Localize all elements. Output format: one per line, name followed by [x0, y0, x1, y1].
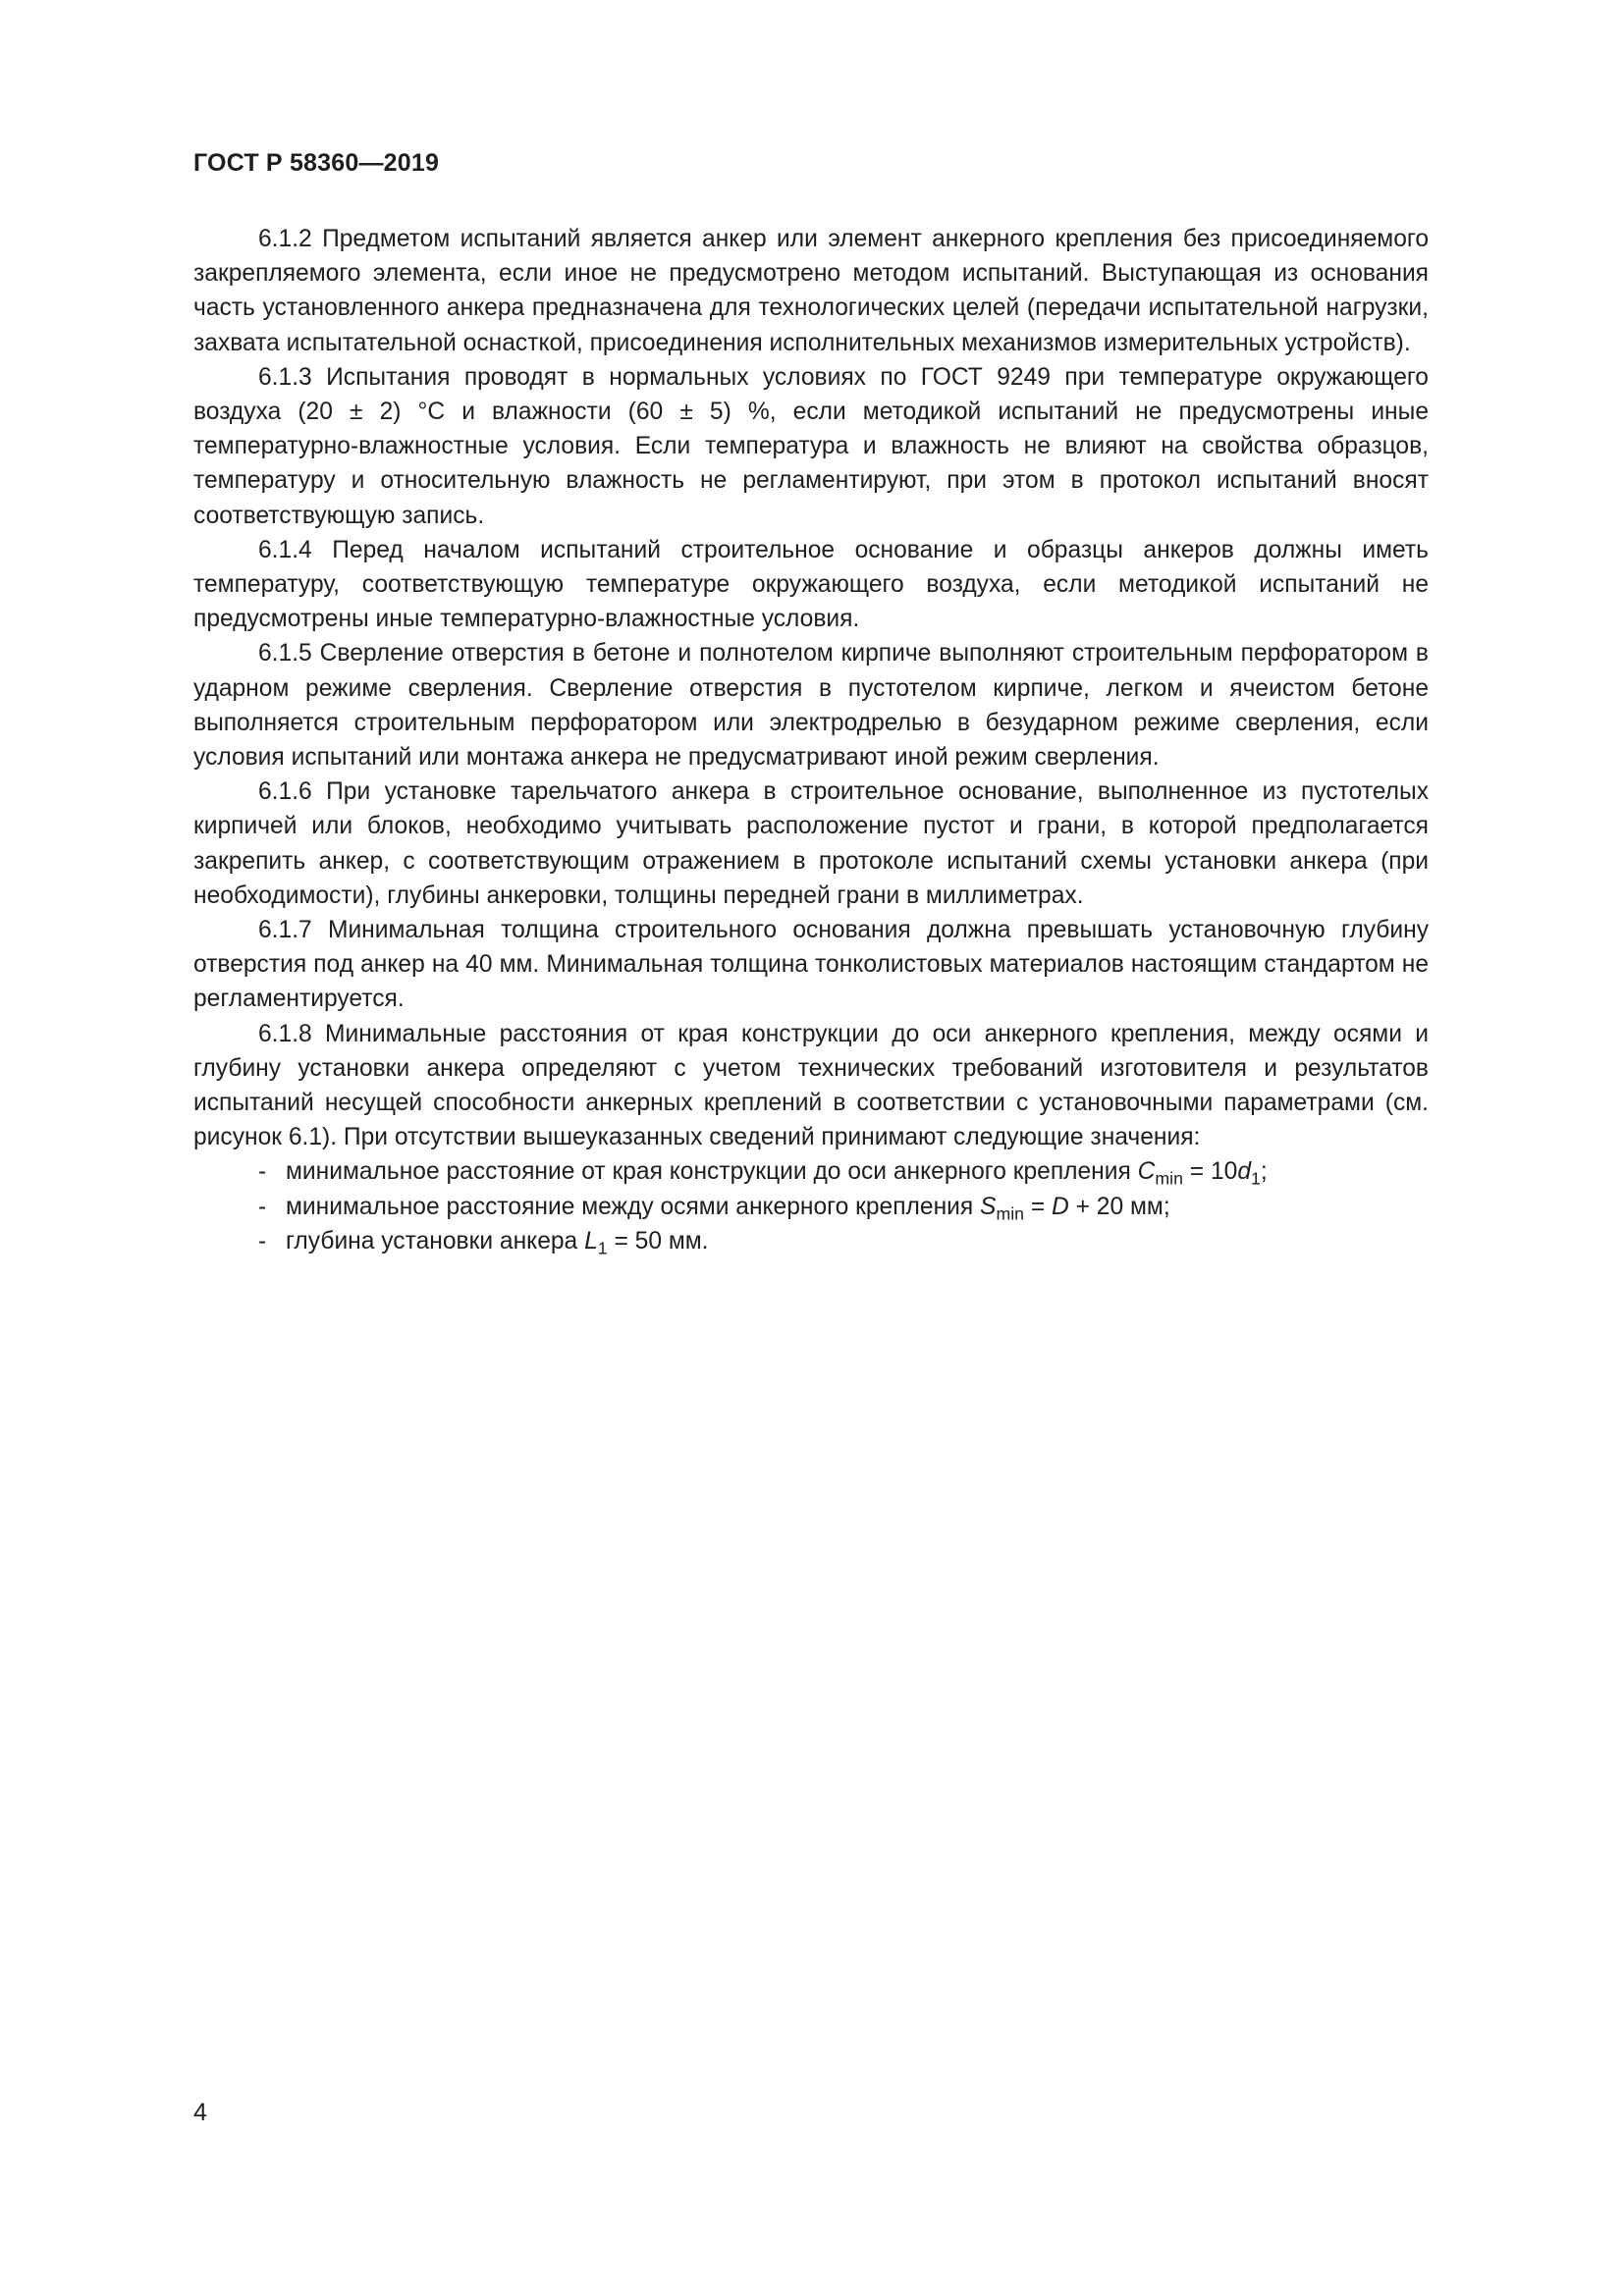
paragraph-6-1-3: 6.1.3 Испытания проводят в нормальных условиях по ГОСТ 9249 при температуре окружающего воздуха (20 ± 2) °С и влажности (60 ± 5) %, если методикой испытаний не предусмотрены иные температурно-влажностные условия. Если температура и влажность не влияют на свойства образцов, температуру и относительную влажность не регламентируют, при этом в протокол испытаний вносят соответствующую запись.: [193, 363, 1429, 529]
list-item-text: глубина установки анкера: [286, 1227, 585, 1255]
minimum-values-list: [193, 1154, 1429, 1258]
formula-end: = 50 мм.: [607, 1227, 709, 1255]
formula-equals: = 10: [1182, 1158, 1238, 1186]
formula-subscript-1: 1: [597, 1238, 608, 1258]
formula-equals: =: [1023, 1193, 1053, 1220]
formula-symbol-l: L: [584, 1227, 598, 1255]
list-dash: -: [258, 1227, 267, 1255]
list-item-text: минимальное расстояние между осями анкерного крепления: [286, 1193, 981, 1220]
list-item-text: минимальное расстояние от края конструкции до оси анкерного крепления: [286, 1158, 1138, 1186]
formula-variable-d: d: [1237, 1158, 1252, 1186]
formula-symbol-c: C: [1137, 1158, 1156, 1186]
paragraph-6-1-5: 6.1.5 Сверление отверстия в бетоне и полнотелом кирпиче выполняют строительным перфоратором в ударном режиме сверления. Сверление отверстия в пустотелом кирпиче, легком и ячеистом бетоне выполняется строительным перфоратором или электродрелью в безударном режиме сверления, если условия испытаний или монтажа анкера не предусматривают иной режим сверления.: [193, 640, 1429, 772]
paragraph-6-1-2: 6.1.2 Предметом испытаний является анкер или элемент анкерного крепления без присоединяемого закрепляемого элемента, если иное не предусмотрено методом испытаний. Выступающая из основания часть установленного анкера предназначена для технологических целей (передачи испытательной нагрузки, захвата испытательной оснасткой, присоединения исполнительных механизмов измерительных устройств).: [193, 226, 1429, 356]
list-dash: -: [258, 1193, 267, 1220]
formula-variable-d-capital: D: [1052, 1193, 1069, 1220]
page-number: 4: [193, 2099, 207, 2126]
formula-subscript-min: min: [1155, 1169, 1183, 1190]
paragraph-6-1-8: 6.1.8 Минимальные расстояния от края конструкции до оси анкерного крепления, между осями и глубину установки анкера определяют с учетом технических требований изготовителя и результатов испытаний несущей способности анкерных креплений в соответствии с установочными параметрами (см. рисунок 6.1). При отсутствии вышеуказанных сведений принимают следующие значения:: [193, 1020, 1429, 1151]
list-item-min-axis-distance: [193, 1190, 1429, 1224]
paragraph-6-1-4: 6.1.4 Перед началом испытаний строительное основание и образцы анкеров должны иметь температуру, соответствующую температуре окружающего воздуха, если методикой испытаний не предусмотрены иные температурно-влажностные условия.: [193, 536, 1429, 633]
document-code-header: ГОСТ Р 58360—2019: [193, 149, 440, 177]
paragraph-6-1-6: 6.1.6 При установке тарельчатого анкера в строительное основание, выполненное из пустотелых кирпичей или блоков, необходимо учитывать расположение пустот и грани, в которой предполагается закрепить анкер, с соответствующим отражением в протоколе испытаний схемы установки анкера (при необходимости), глубины анкеровки, толщины передней грани в миллиметрах.: [193, 778, 1429, 909]
paragraph-6-1-7: 6.1.7 Минимальная толщина строительного основания должна превышать установочную глубину отверстия под анкер на 40 мм. Минимальная толщина тонколистовых материалов настоящим стандартом не регламентируется.: [193, 917, 1429, 1013]
list-item-min-edge-distance: [193, 1154, 1429, 1189]
document-body: [193, 222, 1429, 1258]
formula-end: + 20 мм;: [1068, 1193, 1170, 1220]
formula-subscript-1: 1: [1251, 1169, 1261, 1190]
formula-end: ;: [1260, 1158, 1268, 1186]
formula-symbol-s: S: [980, 1193, 997, 1220]
list-item-installation-depth: [193, 1224, 1429, 1258]
list-dash: -: [258, 1158, 267, 1186]
formula-subscript-min: min: [996, 1203, 1024, 1224]
